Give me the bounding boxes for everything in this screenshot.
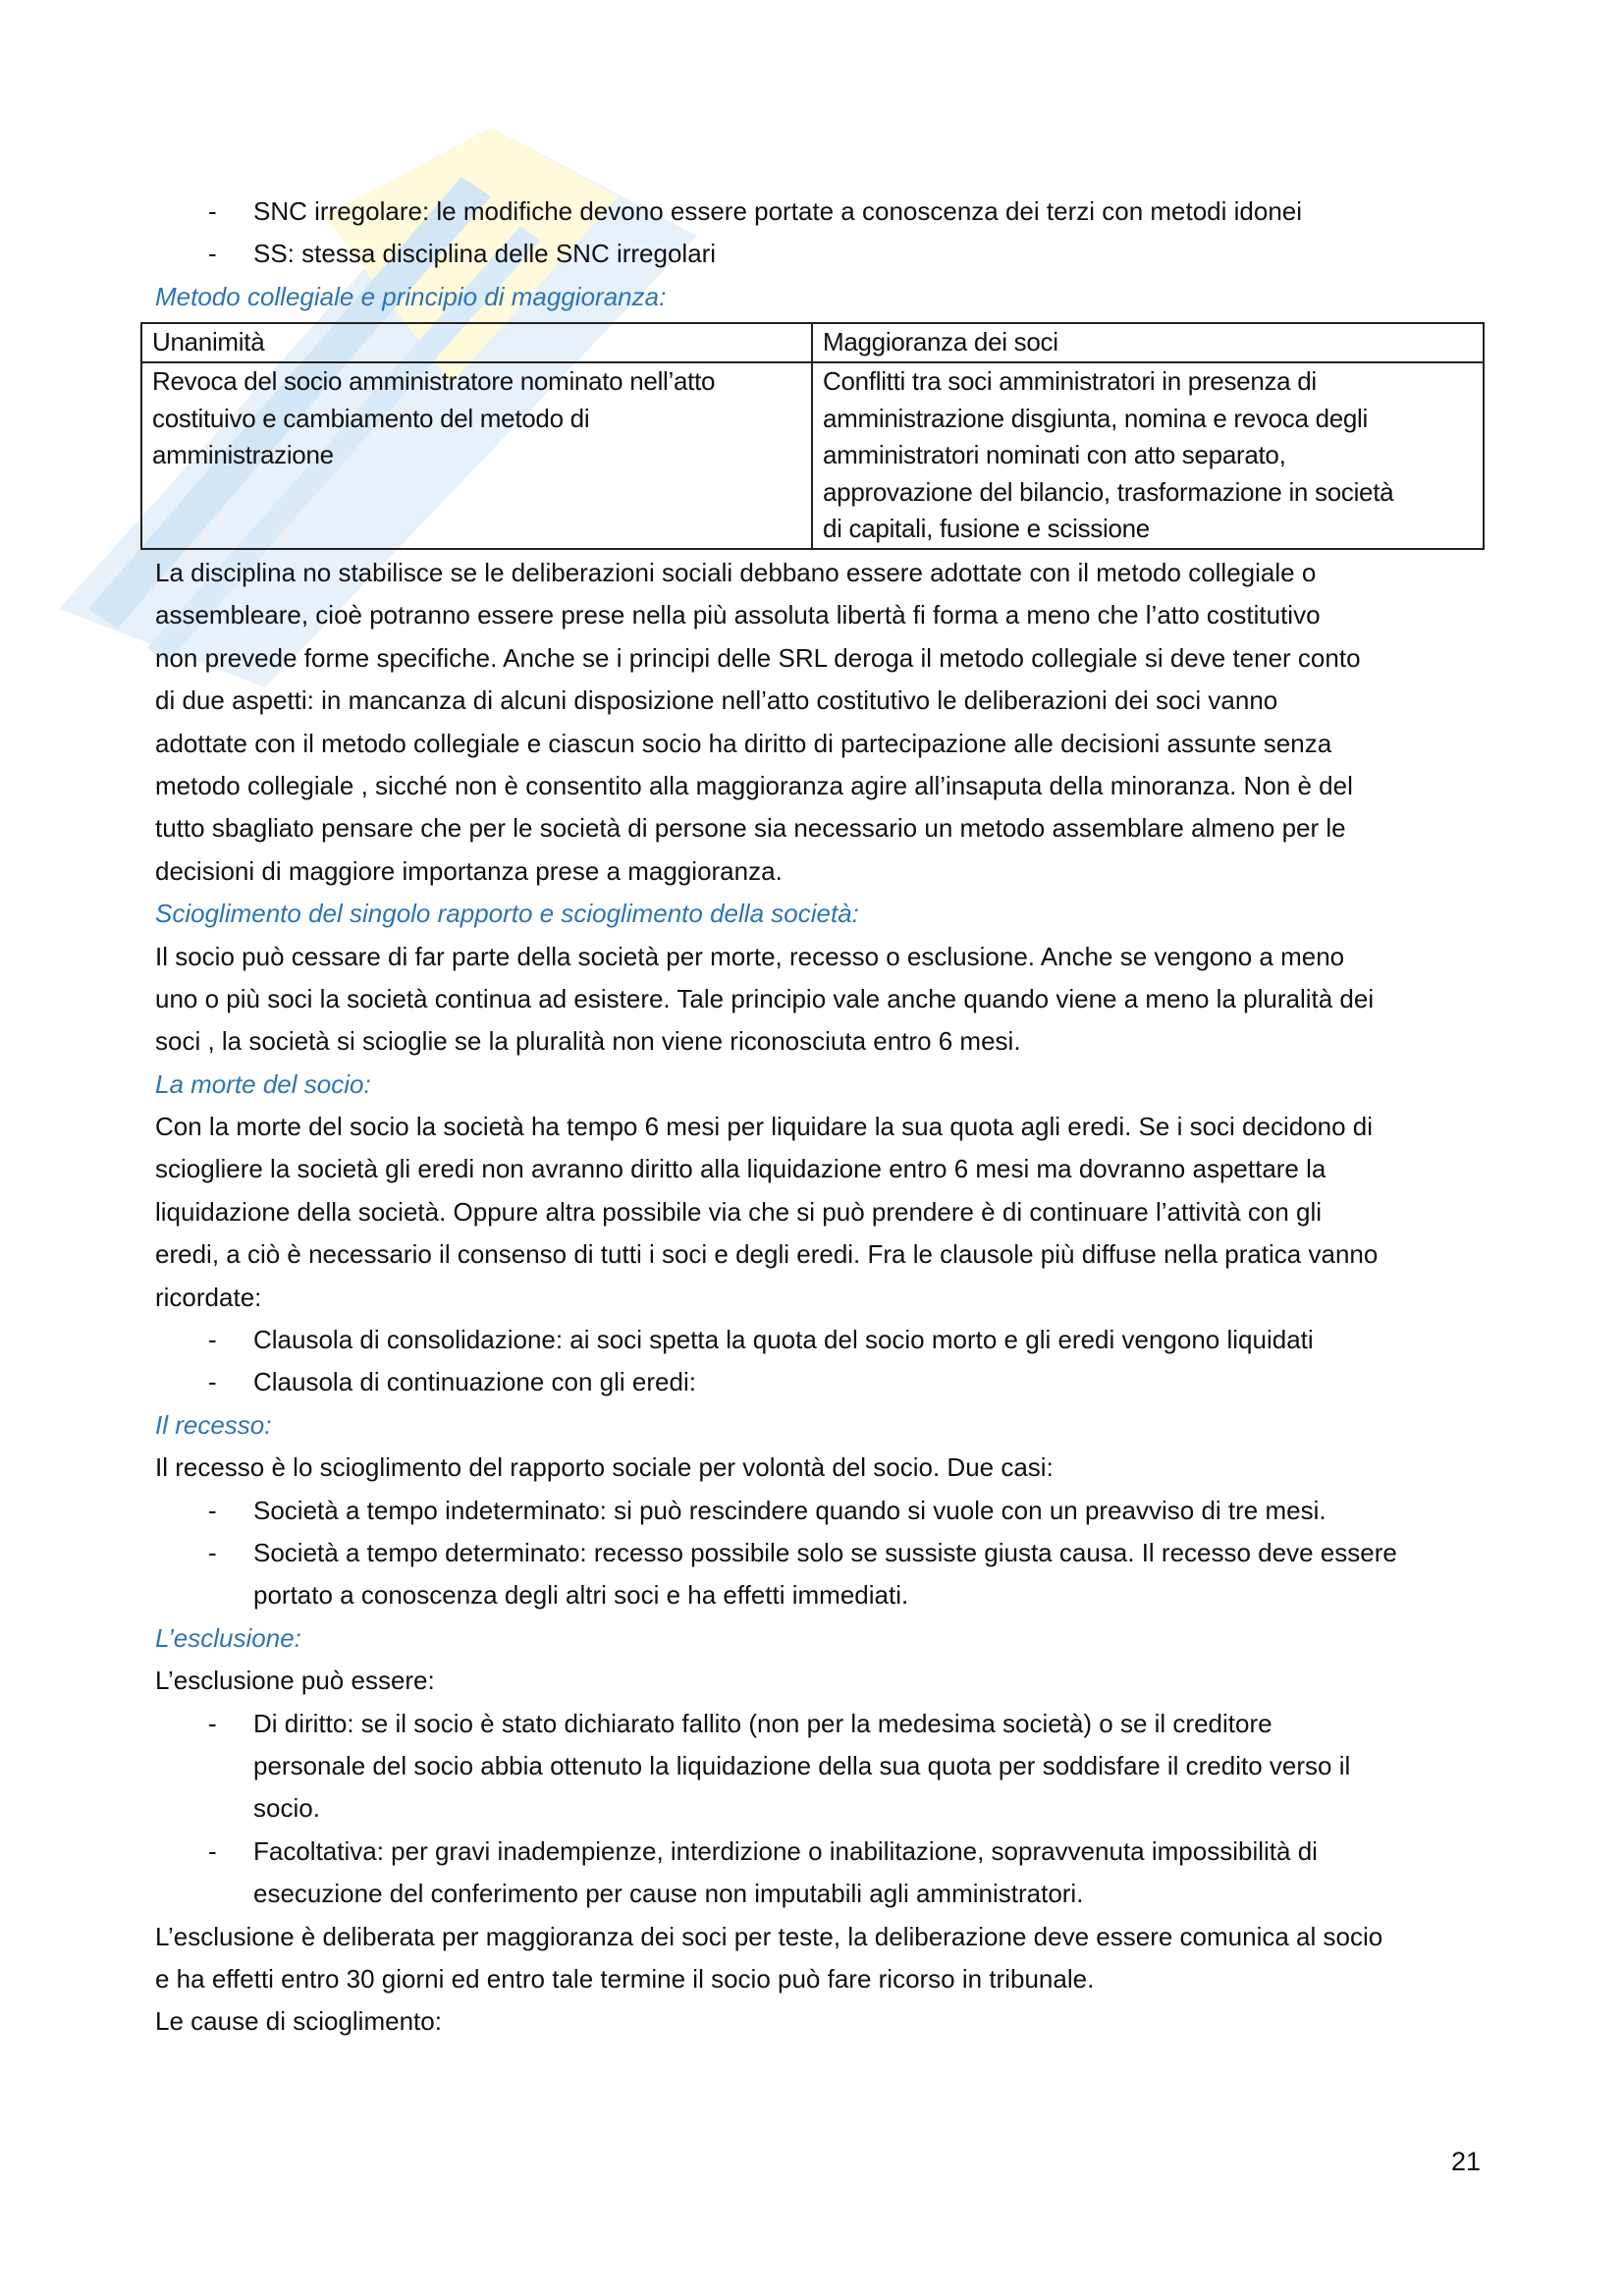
line-text: Le cause di scioglimento: [155,2006,442,2037]
line-text: L’esclusione: [155,1622,301,1653]
page-number: 21 [1451,2147,1482,2176]
table-row [141,362,1484,549]
bullet-line [155,233,1490,275]
header-unanimity: Unanimità [141,323,812,362]
paragraph-line [155,1148,1490,1190]
bullet-dash: - [208,1367,217,1397]
bullet-dash: - [208,1495,217,1525]
section-heading [155,1404,1490,1447]
bullet-line [155,1787,1490,1830]
line-text: eredi, a ciò è necessario il consenso di tutti i soci e degli eredi. Fra le clausole più diffuse nella pratica vanno [155,1239,1379,1270]
bullet-dash: - [208,196,217,226]
line-text: Il recesso è lo scioglimento del rapporto sociale per volontà del socio. Due casi: [155,1452,1054,1483]
bullet-dash: - [208,1835,217,1866]
table-header-row [141,323,1484,362]
line-text: metodo collegiale , sicché non è consentito alla maggioranza agire all’insaputa della minoranza. Non è del [155,770,1353,800]
line-text: socio. [253,1793,320,1824]
line-text: La disciplina no stabilisce se le deliberazioni sociali debbano essere adottate con il metodo collegiale o [155,558,1317,587]
line-text: Con la morte del socio la società ha tempo 6 mesi per liquidare la sua quota agli eredi. Se i soci decidono di [155,1112,1374,1142]
bullet-dash: - [208,1708,217,1738]
paragraph-line [155,680,1490,722]
section-heading [155,893,1490,935]
bullet-line [155,1532,1490,1574]
line-text: Società a tempo indeterminato: si può rescindere quando si vuole con un preavviso di tre mesi. [253,1495,1326,1525]
bullet-dash: - [208,1537,217,1567]
bullet-dash: - [208,239,217,269]
section-heading [155,276,1490,318]
line-text: portato a conoscenza degli altri soci e ha effetti immediati. [253,1580,909,1611]
line-text: adottate con il metodo collegiale e ciascun socio ha diritto di partecipazione alle decisioni assunte senza [155,728,1332,758]
cell-line: approvazione del bilancio, trasformazione in società [823,476,1394,507]
line-text: SNC irregolare: le modifiche devono essere portate a conoscenza dei terzi con metodi idonei [253,196,1303,226]
cell-line: costituivo e cambiamento del metodo di [152,403,590,433]
line-text: uno o più soci la società continua ad esistere. Tale principio vale anche quando viene a meno la pluralità dei [155,983,1375,1013]
line-text: esecuzione del conferimento per cause non imputabili agli amministratori. [253,1879,1084,1909]
paragraph-line [155,850,1490,893]
line-text: tutto sbagliato pensare che per le società di persone sia necessario un metodo assemblare almeno per le [155,813,1346,844]
majority-table [140,322,1485,550]
line-text: assembleare, cioè potranno essere prese nella più assoluta libertà fi forma a meno che l’atto costitutivo [155,600,1321,630]
bullet-dash: - [208,1325,217,1355]
line-text: L’esclusione può essere: [155,1666,435,1696]
section-heading [155,1064,1490,1106]
bullet-line [155,1490,1490,1532]
paragraph-line [155,637,1490,680]
line-text: soci , la società si scioglie se la pluralità non viene riconosciuta entro 6 mesi. [155,1026,1021,1057]
bullet-line [155,1873,1490,1915]
bullet-line [155,1319,1490,1361]
cell-line: amministrazione [152,440,334,470]
paragraph-line [155,1660,1490,1702]
paragraph-line [155,2000,1490,2043]
paragraph-line [155,936,1490,978]
paragraph-line [155,1106,1490,1148]
cell-unanimity [141,362,812,549]
line-text: personale del socio abbia ottenuto la liquidazione della sua quota per soddisfare il credito verso il [253,1750,1351,1780]
line-text: Il socio può cessare di far parte della società per morte, recesso o esclusione. Anche se vengono a meno [155,941,1345,971]
line-text: Metodo collegiale e principio di maggioranza: [155,281,667,311]
line-text: ricordate: [155,1282,262,1312]
bullet-line [155,1574,1490,1616]
line-text: La morte del socio: [155,1068,371,1099]
body-text [155,552,1490,2044]
cell-line: di capitali, fusione e scissione [823,514,1150,544]
line-text: non prevede forme specifiche. Anche se i principi delle SRL deroga il metodo collegiale si deve tener conto [155,642,1361,673]
paragraph-line [155,978,1490,1020]
line-text: Scioglimento del singolo rapporto e scioglimento della società: [155,899,859,929]
top-section [155,191,1490,318]
paragraph-line [155,1447,1490,1489]
line-text: liquidazione della società. Oppure altra possibile via che si può prendere è di continuare l’attività con gli [155,1196,1323,1227]
cell-line: amministrazione disgiunta, nomina e revoca degli [823,403,1369,433]
line-text: decisioni di maggiore importanza prese a maggioranza. [155,855,783,886]
line-text: di due aspetti: in mancanza di alcuni disposizione nell’atto costitutivo le deliberazioni dei soci vanno [155,685,1278,716]
line-text: L’esclusione è deliberata per maggioranza dei soci per teste, la deliberazione deve essere comunica al socio [155,1921,1383,1951]
line-text: Clausola di continuazione con gli eredi: [253,1367,696,1397]
cell-line: Revoca del socio amministratore nominato nell’atto [152,366,716,396]
paragraph-line [155,1916,1490,1958]
paragraph-line [155,723,1490,765]
paragraph-line [155,552,1490,594]
header-majority: Maggioranza dei soci [812,323,1484,362]
paragraph-line [155,594,1490,636]
cell-line: amministratori nominati con atto separato, [823,440,1286,470]
line-text: Clausola di consolidazione: ai soci spetta la quota del socio morto e gli eredi vengono liquidati [253,1325,1314,1355]
paragraph-line [155,1277,1490,1319]
bullet-line [155,191,1490,233]
line-text: Il recesso: [155,1409,272,1440]
paragraph-line [155,1958,1490,2000]
line-text: Di diritto: se il socio è stato dichiarato fallito (non per la medesima società) o se il creditore [253,1708,1272,1738]
line-text: e ha effetti entro 30 giorni ed entro tale termine il socio può fare ricorso in tribunale. [155,1963,1095,1994]
paragraph-line [155,1020,1490,1063]
cell-line: Conflitti tra soci amministratori in presenza di [823,366,1317,396]
paragraph-line [155,765,1490,807]
line-text: SS: stessa disciplina delle SNC irregolari [253,239,717,269]
bullet-line [155,1831,1490,1873]
cell-majority [812,362,1484,549]
paragraph-line [155,1191,1490,1233]
bullet-line [155,1703,1490,1745]
bullet-line [155,1745,1490,1787]
line-text: sciogliere la società gli eredi non avranno diritto alla liquidazione entro 6 mesi ma dovranno aspettare la [155,1154,1326,1184]
line-text: Società a tempo determinato: recesso possibile solo se sussiste giusta causa. Il recesso deve essere [253,1537,1397,1567]
paragraph-line [155,1233,1490,1276]
paragraph-line [155,807,1490,849]
section-heading [155,1617,1490,1660]
line-text: Facoltativa: per gravi inadempienze, interdizione o inabilitazione, sopravvenuta impossibilità di [253,1835,1318,1866]
bullet-line [155,1361,1490,1403]
